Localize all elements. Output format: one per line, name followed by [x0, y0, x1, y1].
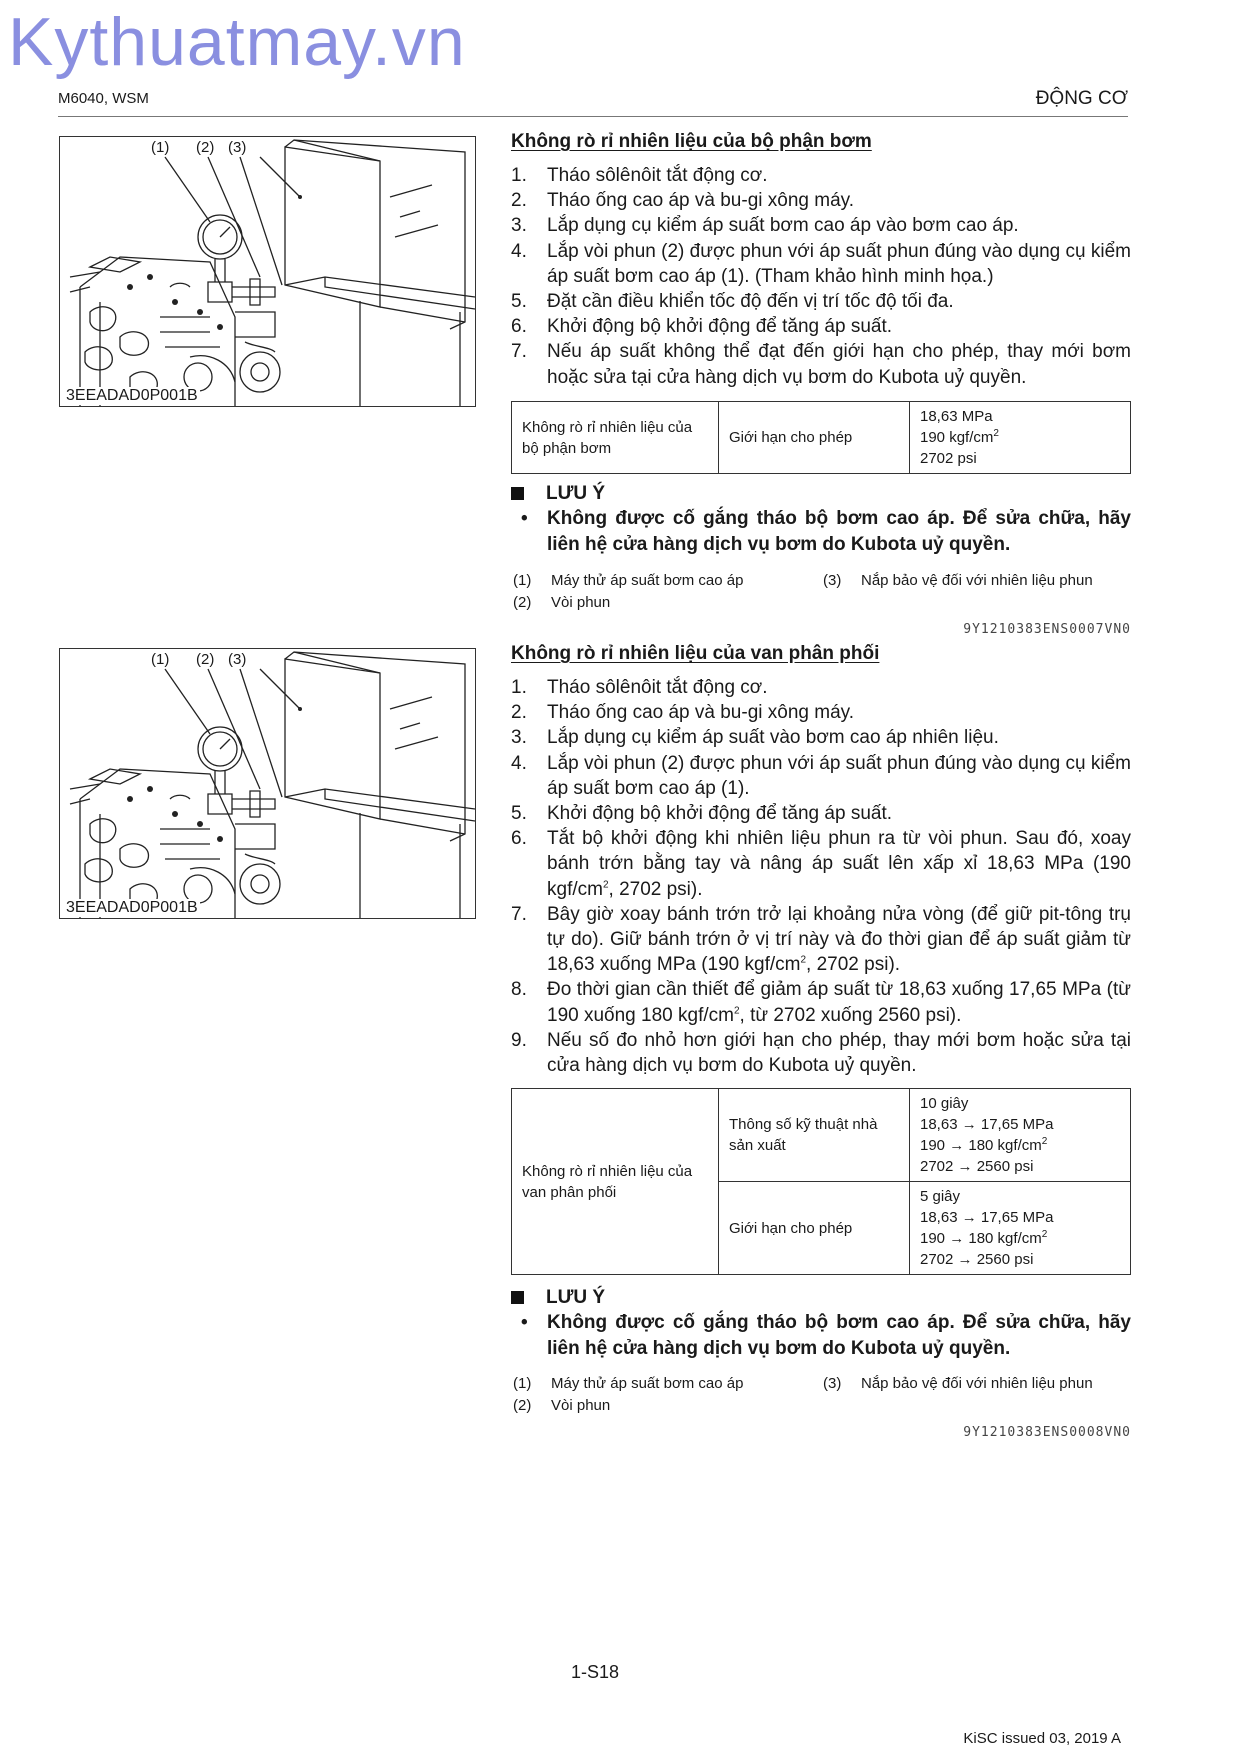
engine-illustration — [60, 649, 475, 918]
callout-2: (2) — [196, 139, 215, 156]
chapter-title: ĐỘNG CƠ — [1035, 88, 1128, 109]
step-item: 5. Đặt cần điều khiển tốc độ đến vị trí tốc độ tối đa. — [511, 291, 954, 313]
steps-list-pump — [511, 163, 1131, 390]
step-item: 6. Tắt bộ khởi động khi nhiên liệu phun ra từ vòi phun. Sau đó, xoay bánh trớn bằng tay và nâng áp suất lên xấp xỉ 18,63 MPa (190 kgf/$cm^2$, 2702 psi). — [511, 828, 1131, 900]
spec-values: 10 giây 18,63 → 17,65 MPa 190 → 180 kgf/$cm^2$ 2702 → 2560 psi — [910, 1089, 1131, 1182]
figure-pump-test — [59, 136, 476, 407]
callout-2: (2) — [196, 651, 215, 668]
note-heading: LƯU Ý — [511, 1287, 605, 1309]
figure-code: 3EEADAD0P001B — [66, 899, 198, 916]
issue-info: KiSC issued 03, 2019 A — [963, 1730, 1121, 1747]
figure-valve-test — [59, 648, 476, 919]
step-item: 1. Tháo sôlênôit tắt động cơ. — [511, 165, 768, 186]
note-heading: LƯU Ý — [511, 483, 605, 505]
step-item: 7. Bây giờ xoay bánh trớn trở lại khoảng nửa vòng (để giữ pit-tông trụ tự do). Giữ bánh trớn ở vị trí này và đo thời gian để áp suất giảm từ 18,63 xuống MPa (190 kgf/$cm^2$, 2702 psi). — [511, 903, 1131, 976]
step-item: 4. Lắp vòi phun (2) được phun với áp suất phun đúng vào dụng cụ kiểm áp suất bơm cao áp (1). (Tham khảo hình minh họa.) — [511, 240, 1131, 287]
step-item: 8. Đo thời gian cần thiết để giảm áp suất từ 18,63 xuống 17,65 MPa (từ 190 xuống 180 kgf/$cm^2$, từ 2702 xuống 2560 psi). — [511, 979, 1131, 1026]
step-item: 4. Lắp vòi phun (2) được phun với áp suất phun đúng vào dụng cụ kiểm áp suất bơm cao áp (1). — [511, 752, 1131, 799]
callout-1: (1) — [151, 139, 170, 156]
steps-list-valve — [511, 675, 1131, 1078]
step-item: 9. Nếu số đo nhỏ hơn giới hạn cho phép, thay mới bơm hoặc sửa tại cửa hàng dịch vụ bơm do Kubota uỷ quyền. — [511, 1029, 1131, 1077]
engine-illustration — [60, 137, 475, 406]
manual-code: M6040, WSM — [58, 90, 149, 107]
step-item: 7. Nếu áp suất không thể đạt đến giới hạn cho phép, thay mới bơm hoặc sửa tại cửa hàng dịch vụ bơm do Kubota uỷ quyền. — [511, 341, 1131, 388]
legend-pump: (1) Máy thử áp suất bơm cao áp (2) Vòi phun (3) Nắp bảo vệ đối với nhiên liệu phun — [513, 572, 1093, 611]
spec-table-valve — [511, 1088, 1131, 1275]
section-code: 9Y1210383ENS0007VN0 — [963, 622, 1131, 637]
spec-name: Giới hạn cho phép — [719, 1182, 910, 1275]
section-code: 9Y1210383ENS0008VN0 — [963, 1425, 1131, 1440]
spec-name: Giới hạn cho phép — [719, 402, 910, 474]
section-title-pump: Không rò rỉ nhiên liệu của bộ phận bơm — [511, 131, 872, 152]
step-item: 3. Lắp dụng cụ kiểm áp suất bơm cao áp vào bơm cao áp. — [511, 215, 1019, 237]
note-text: • Không được cố gắng tháo bộ bơm cao áp. Để sửa chữa, hãy liên hệ cửa hàng dịch vụ bơm do Kubota uỷ quyền. — [521, 508, 1131, 555]
spec-name: Thông số kỹ thuật nhà sản xuất — [719, 1089, 910, 1182]
spec-item: Không rò rỉ nhiên liệu của bộ phận bơm — [512, 402, 719, 474]
spec-table-pump — [511, 401, 1131, 474]
spec-item: Không rò rỉ nhiên liệu của van phân phối — [512, 1089, 719, 1275]
spec-values: 18,63 MPa 190 kgf/$cm^2$ 2702 psi — [910, 402, 1131, 474]
step-item: 6. Khởi động bộ khởi động để tăng áp suất. — [511, 316, 893, 338]
section-title-valve: Không rò rỉ nhiên liệu của van phân phối — [511, 643, 880, 664]
callout-1: (1) — [151, 651, 170, 668]
legend-valve: (1) Máy thử áp suất bơm cao áp (2) Vòi phun (3) Nắp bảo vệ đối với nhiên liệu phun — [513, 1375, 1093, 1414]
page-number: 1-S18 — [570, 1662, 620, 1682]
callout-3: (3) — [228, 651, 247, 668]
step-item: 1. Tháo sôlênôit tắt động cơ. — [511, 677, 768, 698]
step-item: 3. Lắp dụng cụ kiểm áp suất vào bơm cao áp nhiên liệu. — [511, 727, 999, 749]
watermark: Kythuatmay.vn — [8, 4, 466, 80]
header-divider — [58, 116, 1128, 117]
note-text: • Không được cố gắng tháo bộ bơm cao áp. Để sửa chữa, hãy liên hệ cửa hàng dịch vụ bơm do Kubota uỷ quyền. — [521, 1312, 1131, 1359]
step-item: 2. Tháo ống cao áp và bu-gi xông máy. — [511, 702, 855, 724]
callout-3: (3) — [228, 139, 247, 156]
spec-values: 5 giây 18,63 → 17,65 MPa 190 → 180 kgf/$cm^2$ 2702 → 2560 psi — [910, 1182, 1131, 1275]
step-item: 5. Khởi động bộ khởi động để tăng áp suất. — [511, 803, 893, 825]
figure-code: 3EEADAD0P001B — [66, 387, 198, 404]
step-item: 2. Tháo ống cao áp và bu-gi xông máy. — [511, 190, 855, 212]
